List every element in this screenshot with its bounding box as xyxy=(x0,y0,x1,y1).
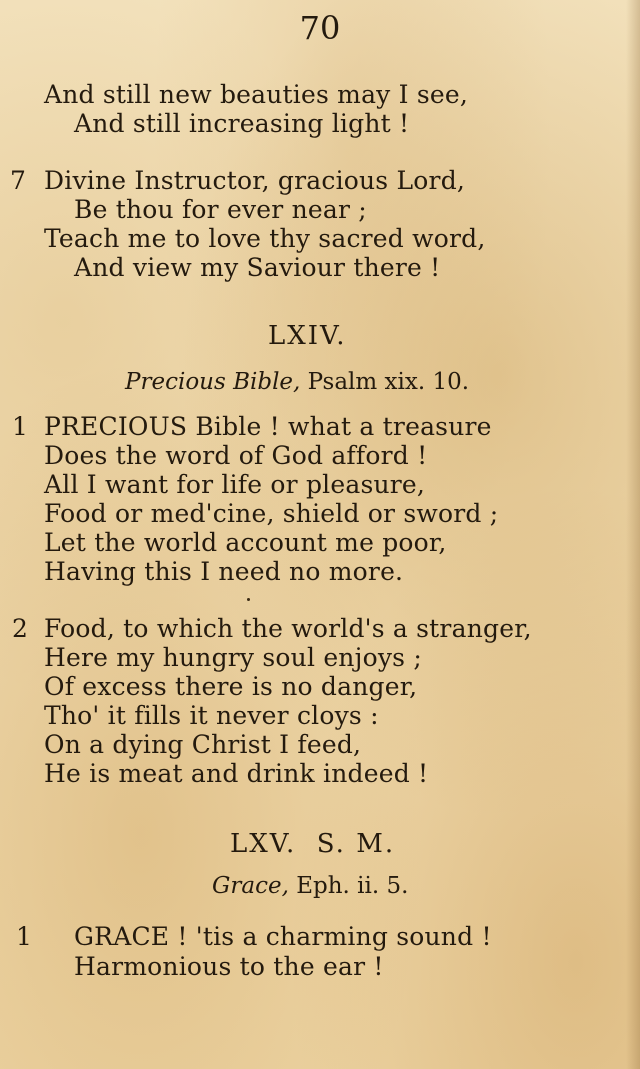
verse-line: Teach me to love thy sacred word, xyxy=(44,224,486,253)
hymn-subtitle xyxy=(125,368,469,396)
verse-line: Harmonious to the ear ! xyxy=(74,952,384,981)
verse-line: And view my Saviour there ! xyxy=(74,253,441,282)
verse-line: He is meat and drink indeed ! xyxy=(44,759,429,788)
verse-line: Does the word of God afford ! xyxy=(44,441,428,470)
stanza-number: 2 xyxy=(12,614,28,643)
hymn-title: LXIV. xyxy=(268,321,347,351)
stanza-number: 7 xyxy=(10,166,26,195)
verse-line: Be thou for ever near ; xyxy=(74,195,367,224)
stanza-number: 1 xyxy=(12,412,28,441)
hymn-subtitle-title: Grace, xyxy=(212,873,289,899)
hymn-subtitle-reference: Psalm xix. 10. xyxy=(307,369,470,395)
verse-line: Tho' it fills it never cloys : xyxy=(44,701,379,730)
verse-line: On a dying Christ I feed, xyxy=(44,730,362,759)
verse-line: Food, to which the world's a stranger, xyxy=(44,614,532,643)
stanza-number: 1 xyxy=(16,922,32,951)
verse-line: Of excess there is no danger, xyxy=(44,672,418,701)
page-number: 70 xyxy=(299,9,341,47)
verse-line: And still new beauties may I see, xyxy=(44,80,469,109)
verse-line: Divine Instructor, gracious Lord, xyxy=(44,166,466,195)
verse-line: Food or med'cine, shield or sword ; xyxy=(44,499,499,528)
verse-line: All I want for life or pleasure, xyxy=(44,470,426,499)
verse-line: And still increasing light ! xyxy=(74,109,410,138)
verse-line: PRECIOUS Bible ! what a treasure xyxy=(44,412,492,441)
ink-speck xyxy=(247,598,250,601)
hymn-title: LXV. S. M. xyxy=(230,829,396,859)
verse-line: Here my hungry soul enjoys ; xyxy=(44,643,422,672)
hymn-subtitle-reference: Eph. ii. 5. xyxy=(296,873,409,899)
hymn-subtitle-title: Precious Bible, xyxy=(125,369,301,395)
hymn-subtitle xyxy=(212,872,408,900)
verse-line: GRACE ! 'tis a charming sound ! xyxy=(74,922,492,951)
verse-line: Let the world account me poor, xyxy=(44,528,447,557)
verse-line: Having this I need no more. xyxy=(44,557,404,586)
